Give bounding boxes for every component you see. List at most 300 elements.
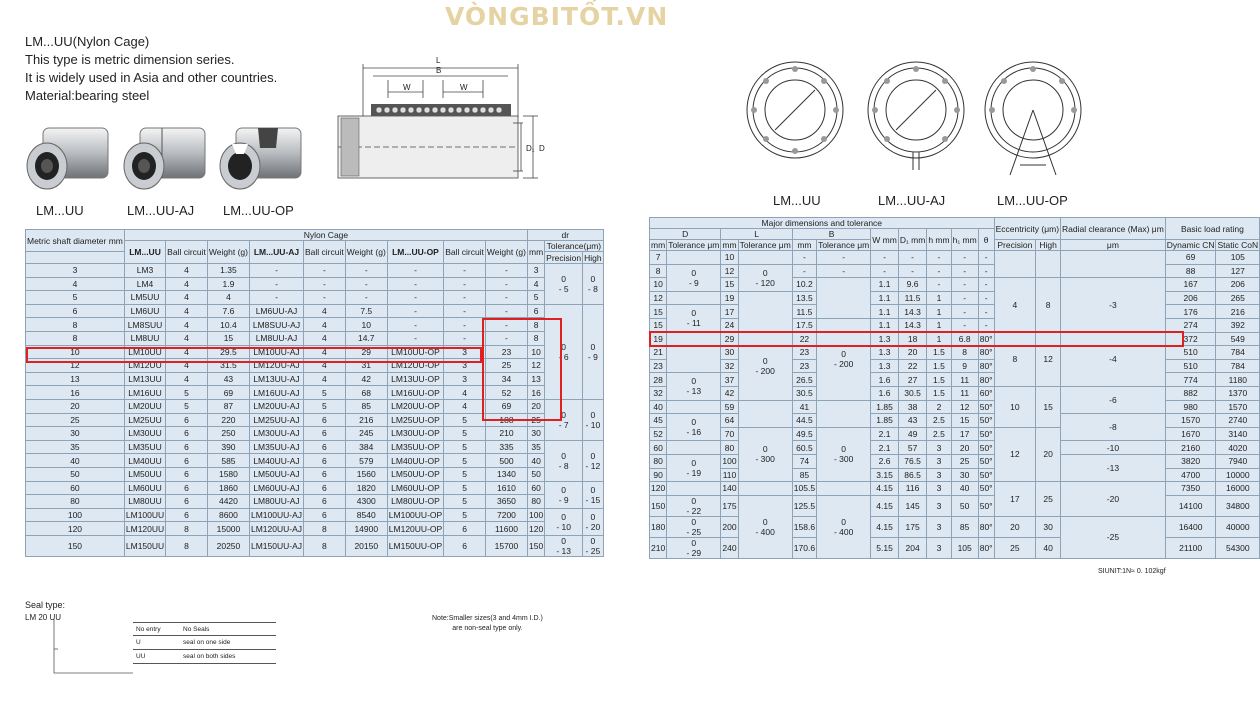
table-cell: 43 (207, 372, 249, 386)
table-cell: 74 (792, 454, 816, 468)
table-cell: 32 (721, 359, 738, 373)
table-cell: 68 (345, 386, 387, 400)
table-cell: 22 (898, 359, 927, 373)
table-cell: 20150 (345, 535, 387, 556)
tolerance-cell (1061, 251, 1166, 278)
table-cell: 5 (527, 291, 544, 305)
table-cell: 784 (1216, 346, 1260, 360)
table-cell: 50° (979, 429, 993, 440)
table-cell: 100 (26, 508, 125, 522)
table-cell: 2.5 (927, 427, 951, 441)
col-header: h₁ mm (951, 229, 978, 251)
col-header: Static CoN (1217, 240, 1259, 250)
table-cell: 31 (345, 359, 387, 373)
table-cell: 15700 (485, 535, 527, 556)
table-cell: 4 (527, 277, 544, 291)
table-cell: 210 (485, 427, 527, 441)
table-cell: 1580 (207, 467, 249, 481)
table-cell: 27 (898, 373, 927, 387)
table-cell: 50° (979, 469, 993, 480)
table-cell: 15 (721, 278, 738, 292)
table-cell: 980 (1165, 400, 1216, 414)
table-cell: - (444, 277, 486, 291)
table-cell: 54300 (1216, 537, 1260, 558)
table-cell: 30 (26, 427, 125, 441)
table-cell: 210 (650, 537, 667, 558)
table-cell: 549 (1216, 332, 1260, 346)
table-row (26, 535, 604, 556)
table-cell: 69 (1165, 251, 1216, 265)
table-cell: 25 (951, 454, 978, 468)
col-header: D₁ mm (898, 229, 927, 251)
col-header: mm (651, 240, 666, 250)
table-cell: 50 (26, 467, 125, 481)
table-cell: 16000 (1216, 482, 1260, 496)
table-cell: 80 (26, 495, 125, 509)
tolerance-cell: -8 (1061, 414, 1166, 441)
table-cell: 88 (1165, 264, 1216, 278)
table-cell: 175 (721, 495, 738, 516)
table-cell: 10 (26, 345, 125, 359)
table-cell: 60° (979, 388, 993, 399)
table-cell: 585 (207, 454, 249, 468)
group-header-l: L (721, 229, 792, 240)
table-cell: 1340 (485, 467, 527, 481)
table-cell: 23 (485, 345, 527, 359)
table-cell: 140 (722, 483, 737, 494)
table-cell: LM30UU-OP (387, 427, 443, 441)
table-cell: 145 (898, 495, 927, 516)
table-cell: 60.5 (792, 441, 816, 455)
table-cell: 50° (979, 483, 993, 494)
table-cell: LM6UU (124, 304, 165, 318)
seal-code-cell: U (136, 639, 141, 646)
table-cell: 50° (979, 456, 993, 467)
table-cell: 4 (444, 399, 486, 413)
seal-desc-cell: seal on both sides (183, 653, 236, 660)
table-cell: 4.15 (871, 495, 899, 516)
table-cell: 60 (650, 441, 667, 455)
table-cell: 200 (721, 516, 738, 537)
table-cell: 17.5 (792, 318, 816, 332)
table-cell: 17 (721, 305, 738, 319)
table-cell: 120 (528, 523, 544, 534)
col-header: Tolerance μm (739, 240, 791, 250)
table-cell: 1560 (345, 467, 387, 481)
table-cell: - (345, 264, 387, 278)
table-cell: 21 (650, 346, 667, 360)
tolerance-cell: 0 - 16 (667, 414, 721, 441)
table-cell: 10 (721, 251, 738, 265)
table-cell: 3140 (1216, 427, 1260, 441)
table-cell: - (871, 251, 899, 265)
col-header: Ball circuit (444, 241, 486, 264)
table-cell: 8 (650, 264, 667, 278)
table-cell: 1.5 (927, 359, 951, 373)
table-cell: LM20UU-AJ (249, 399, 303, 413)
table-cell: 1.5 (927, 373, 951, 387)
table-cell: - (927, 251, 951, 265)
col-header: High (1036, 240, 1061, 251)
table-cell: 120 (26, 522, 125, 536)
table-cell: 50° (979, 442, 993, 453)
table-cell: 3 (927, 454, 951, 468)
table-cell: 1 (927, 332, 951, 346)
table-cell: LM12UU-OP (387, 359, 443, 373)
table-cell: 335 (485, 440, 527, 454)
note-line: Note:Smaller sizes(3 and 4mm I.D.) (432, 615, 543, 622)
table-cell: - (387, 277, 443, 291)
table-cell: 14900 (345, 522, 387, 536)
table-cell: 45 (650, 414, 667, 428)
table-cell: - (871, 264, 899, 278)
table-cell: 7 (650, 251, 667, 265)
table-cell: 3 (26, 264, 125, 278)
table-cell: 7350 (1165, 482, 1216, 496)
dim-label-d1: D₁ (526, 144, 535, 153)
table-cell: 80° (979, 361, 993, 372)
table-cell: 1.6 (871, 373, 899, 387)
table-cell: - (304, 264, 346, 278)
table-cell: 16400 (1165, 516, 1216, 537)
table-cell: 8 (166, 522, 208, 536)
tolerance-cell (738, 400, 792, 427)
tolerance-cell: -6 (1061, 386, 1166, 413)
col-header: Tolerance μm (668, 240, 720, 250)
tolerance-cell: 0 - 9 (583, 304, 603, 399)
table-cell: 150 (527, 535, 544, 556)
table-cell: 52 (485, 386, 527, 400)
table-cell: - (485, 277, 527, 291)
table-cell: 19 (721, 291, 738, 305)
table-cell: 510 (1165, 359, 1216, 373)
table-cell: 22 (792, 332, 816, 346)
table-cell: - (978, 278, 994, 292)
table-cell: 23 (650, 359, 667, 373)
tolerance-cell (994, 251, 1036, 278)
table-cell: 6 (304, 440, 346, 454)
table-row (650, 482, 1260, 496)
table-cell: 15000 (207, 522, 249, 536)
table-cell: LM30UU-AJ (249, 427, 303, 441)
table-cell: 4300 (345, 495, 387, 509)
table-cell: 5 (26, 291, 125, 305)
table-cell: 52 (650, 427, 667, 441)
table-cell: 100 (722, 456, 737, 467)
table-cell: 1180 (1216, 373, 1260, 387)
table-cell: - (345, 291, 387, 305)
table-cell: LM80UU-OP (387, 495, 443, 509)
table-cell: - (444, 304, 486, 318)
table-cell: LM25UU-AJ (249, 413, 303, 427)
tolerance-cell: 0 - 29 (667, 537, 721, 558)
product-label: LM...UU (36, 203, 84, 218)
col-header: High (584, 252, 602, 263)
tolerance-cell: 0 - 19 (667, 454, 721, 481)
seal-row (133, 622, 276, 636)
table-cell: 3 (927, 516, 951, 537)
tolerance-cell: 0 - 8 (583, 264, 603, 305)
table-row (26, 264, 604, 278)
table-cell: 5 (444, 481, 486, 495)
table-cell: 80° (979, 374, 993, 385)
table-cell: 4 (444, 386, 486, 400)
col-header: θ (978, 229, 994, 251)
cross-section-label: LM...UU-AJ (878, 193, 946, 208)
table-cell: LM100UU (125, 509, 165, 520)
table-cell: 4 (166, 359, 208, 373)
table-cell: 4 (166, 318, 208, 332)
table-cell: LM8UU-AJ (249, 331, 303, 345)
table-cell: 5 (444, 467, 486, 481)
dim-label-b: B (436, 66, 442, 75)
table-cell: 6 (304, 481, 346, 495)
si-unit-note: SIUNIT:1N≈ 0. 102kgf (1098, 568, 1166, 575)
header-shaft-diameter: Metric shaft diameter mm (26, 230, 125, 252)
table-cell: 15 (650, 305, 667, 319)
tolerance-cell: 40 (1036, 537, 1061, 558)
table-cell: 20250 (207, 535, 249, 556)
table-cell: - (951, 305, 978, 319)
table-cell: LM120UU (125, 523, 165, 534)
table-cell: - (978, 291, 994, 305)
table-cell: 40 (26, 454, 125, 468)
table-cell: - (387, 318, 443, 332)
table-cell: 167 (1165, 278, 1216, 292)
table-cell: 2160 (1165, 441, 1216, 455)
table-cell: 6 (304, 454, 346, 468)
table-cell: 5 (444, 454, 486, 468)
table-row (26, 481, 604, 495)
table-cell: LM120UU-AJ (250, 523, 302, 534)
tolerance-cell: 0 - 15 (583, 481, 603, 508)
bearing-dimension-drawing (333, 48, 563, 203)
table-cell: 12 (26, 359, 125, 373)
table-cell: 882 (1165, 386, 1216, 400)
table-cell: 14100 (1165, 495, 1216, 516)
table-cell: 1.1 (871, 305, 899, 319)
table-cell: 76.5 (898, 454, 927, 468)
table-cell: - (792, 264, 816, 278)
table-cell: 6 (304, 427, 346, 441)
col-header: Precision (546, 252, 582, 263)
tolerance-cell: 12 (1036, 332, 1061, 386)
table-cell: LM10UU-AJ (249, 345, 303, 359)
col-header: mm (527, 241, 544, 264)
tolerance-cell: -4 (1061, 332, 1166, 386)
table-cell: 774 (1165, 373, 1216, 387)
table-cell: LM80UU (124, 495, 165, 509)
table-cell: 10 (345, 318, 387, 332)
table-cell: LM150UU-AJ (249, 535, 303, 556)
table-cell: 10.4 (207, 318, 249, 332)
table-cell: 1.1 (871, 291, 899, 305)
tolerance-cell (667, 400, 721, 414)
table-cell: 180 (650, 516, 667, 537)
table-cell: 6 (166, 454, 208, 468)
intro-line: Material:bearing steel (25, 88, 150, 103)
cross-section-diagrams (740, 60, 1100, 190)
table-cell: 80° (979, 347, 993, 358)
table-cell: 50° (979, 415, 993, 426)
table-cell: 7.6 (207, 304, 249, 318)
tolerance-cell (738, 482, 792, 496)
table-row (26, 522, 604, 536)
highlight-row-15mm (649, 331, 1184, 347)
table-cell: 13 (26, 372, 125, 386)
table-cell: - (951, 278, 978, 292)
product-label: LM...UU-AJ (127, 203, 195, 218)
col-header: W mm (871, 229, 899, 251)
lm-uu-aj-product-image (122, 118, 212, 200)
table-cell: 125.5 (792, 495, 816, 516)
group-header-b: B (792, 229, 870, 240)
tolerance-cell: 0 - 400 (817, 495, 871, 558)
tolerance-cell (817, 278, 871, 319)
table-cell: 69 (207, 386, 249, 400)
tolerance-cell: 0 - 300 (738, 427, 792, 481)
seal-code-cell: No entry (136, 625, 161, 633)
header-major-dimensions: Major dimensions and tolerance (650, 218, 995, 229)
tolerance-cell (667, 291, 721, 305)
tolerance-cell: 0 - 11 (667, 305, 721, 332)
table-cell: LM25UU (124, 413, 165, 427)
major-dimensions-table (649, 217, 1260, 559)
table-cell: - (485, 331, 527, 345)
table-cell: 10.2 (792, 278, 816, 292)
table-cell: 6 (166, 413, 208, 427)
table-cell: 2.1 (871, 427, 899, 441)
table-cell: 37 (721, 373, 738, 387)
table-cell: 31.5 (207, 359, 249, 373)
tolerance-cell: 0 - 6 (545, 304, 583, 399)
table-cell: 4.15 (871, 516, 899, 537)
table-cell: 250 (207, 427, 249, 441)
tolerance-cell: 0 - 8 (545, 440, 583, 481)
col-header: mm (722, 240, 737, 250)
table-cell: 274 (1165, 318, 1216, 332)
table-cell: LM10UU (124, 345, 165, 359)
table-cell: - (387, 304, 443, 318)
col-header: Tolerance μm (818, 240, 870, 250)
table-cell: 6 (304, 413, 346, 427)
table-cell: LM60UU-AJ (249, 481, 303, 495)
table-cell: 25 (26, 413, 125, 427)
table-cell: 11.5 (898, 291, 927, 305)
table-cell: - (978, 318, 994, 332)
tolerance-cell: 0 - 25 (667, 516, 721, 537)
table-cell: 29 (721, 332, 738, 346)
table-cell: 150 (26, 535, 125, 556)
table-row (650, 251, 1260, 265)
col-header: Precision (994, 240, 1036, 251)
tolerance-cell (667, 441, 721, 455)
table-cell: LM4 (124, 277, 165, 291)
table-cell: 13.5 (792, 291, 816, 305)
table-cell: - (345, 277, 387, 291)
table-cell: 1.5 (927, 386, 951, 400)
tolerance-cell: -13 (1061, 454, 1166, 481)
seal-row (133, 650, 276, 664)
table-cell: LM150UU-OP (387, 535, 443, 556)
table-cell: 2.5 (927, 414, 951, 428)
table-cell: - (927, 264, 951, 278)
table-cell: 6 (166, 440, 208, 454)
table-cell: 3650 (485, 495, 527, 509)
table-cell: LM20UU-OP (387, 399, 443, 413)
table-cell: 80° (979, 333, 993, 344)
dim-label-l: L (436, 56, 441, 65)
table-cell: LM100UU-OP (388, 509, 443, 520)
table-row (26, 495, 604, 509)
table-cell: LM5UU (124, 291, 165, 305)
table-cell: 30 (951, 468, 978, 482)
table-cell: - (387, 291, 443, 305)
table-cell: - (951, 318, 978, 332)
col-header: Dynamic CN (1166, 240, 1215, 250)
table-cell: 127 (1216, 264, 1260, 278)
table-cell: LM20UU (124, 399, 165, 413)
dim-label-d: D (539, 144, 545, 153)
table-cell: - (792, 251, 816, 265)
table-cell: LM100UU-AJ (250, 509, 302, 520)
seal-desc-cell: seal on one side (183, 639, 231, 646)
table-cell: 579 (345, 454, 387, 468)
table-cell: 390 (207, 440, 249, 454)
table-cell: - (444, 318, 486, 332)
intro-text (25, 33, 277, 105)
table-cell: 30 (527, 427, 544, 441)
table-cell: 59 (721, 400, 738, 414)
table-cell: - (444, 291, 486, 305)
table-cell: 60 (527, 481, 544, 495)
table-cell: 40 (951, 482, 978, 496)
table-cell: 14.7 (345, 331, 387, 345)
table-cell: 5 (304, 399, 346, 413)
table-cell: 5 (304, 386, 346, 400)
table-cell: 12 (650, 291, 667, 305)
table-cell: 384 (345, 440, 387, 454)
table-cell: 2 (927, 400, 951, 414)
seal-code-cell: UU (136, 653, 146, 660)
tolerance-cell: 25 (994, 537, 1036, 558)
tolerance-cell: -3 (1061, 278, 1166, 332)
tolerance-cell (817, 482, 871, 496)
table-cell: LM12UU-AJ (249, 359, 303, 373)
table-cell: - (485, 304, 527, 318)
table-cell: 87 (207, 399, 249, 413)
table-cell: 16 (26, 386, 125, 400)
tolerance-cell (667, 482, 721, 496)
table-cell: 50° (978, 495, 994, 516)
cross-section-label: LM...UU (773, 193, 821, 208)
table-cell: - (444, 331, 486, 345)
table-cell: 8 (26, 331, 125, 345)
table-cell: 40000 (1216, 516, 1260, 537)
table-cell: 3.15 (871, 468, 899, 482)
tolerance-cell (817, 400, 871, 427)
table-cell: - (387, 264, 443, 278)
table-cell: LM16UU (124, 386, 165, 400)
table-cell: 70 (721, 427, 738, 441)
table-cell: 3820 (1165, 454, 1216, 468)
table-cell: 80° (978, 537, 994, 558)
table-cell: 784 (1216, 359, 1260, 373)
table-cell: 42 (345, 372, 387, 386)
table-cell: LM25UU-OP (387, 413, 443, 427)
tolerance-cell: 0 - 7 (545, 399, 583, 440)
table-cell: 216 (1216, 305, 1260, 319)
